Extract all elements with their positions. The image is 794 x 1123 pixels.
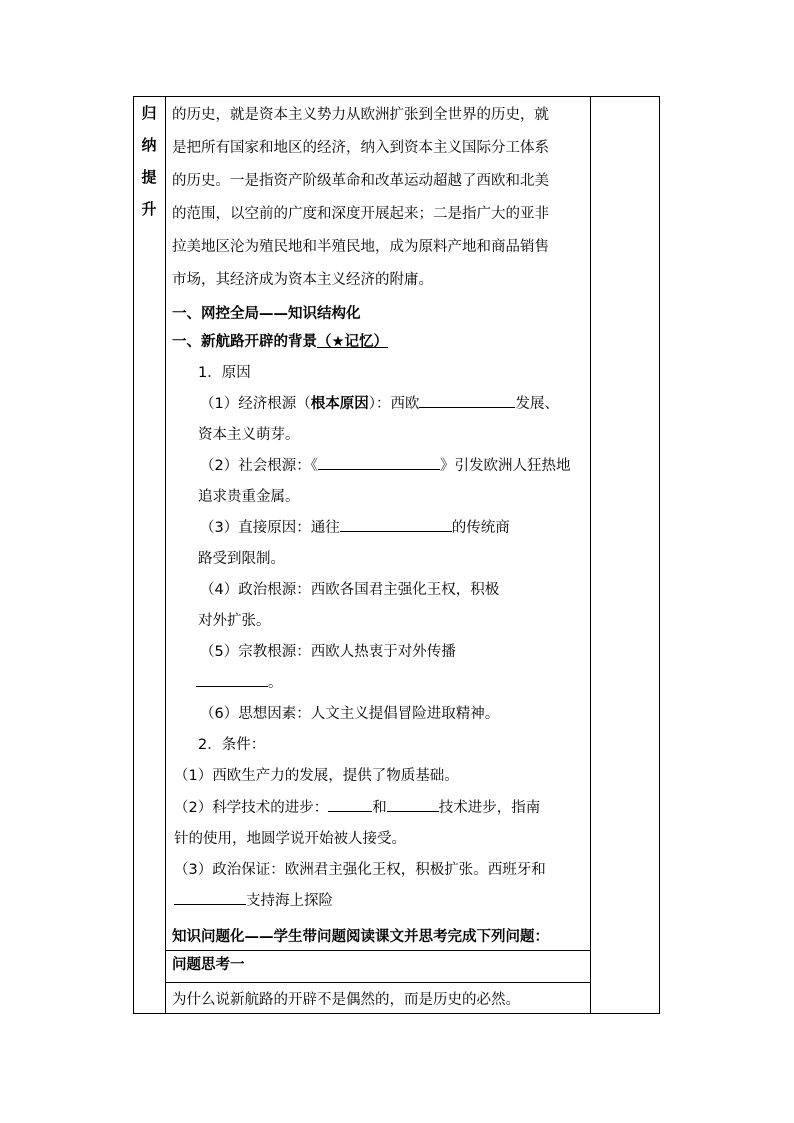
condition-2-text-a: （2）科学技术的进步： (174, 800, 329, 816)
intro-line-5: 拉美地区沦为殖民地和半殖民地，成为原料产地和商品销售 (172, 239, 549, 255)
column-divider-right (590, 96, 591, 1014)
question-divider-bottom (166, 982, 590, 983)
reason-5-line-2 (196, 671, 283, 692)
reason-3-line-2: 路受到限制。 (198, 551, 285, 567)
column-divider-left (165, 96, 166, 1014)
side-label-char-3: 提 (141, 168, 157, 186)
intro-line-4: 的范围，以空前的广度和深度开展起来；二是指广大的亚非 (172, 206, 549, 222)
intro-line-1: 的历史，就是资本主义势力从欧洲扩张到全世界的历史，就 (172, 107, 549, 123)
reason-2-line-1 (200, 454, 570, 475)
reason-1-root-cause: 根本原因 (310, 396, 369, 412)
condition-2-and: 和 (372, 800, 387, 816)
side-label-char-4: 升 (141, 200, 157, 218)
reason-2-line-2: 追求贵重金属。 (198, 489, 300, 505)
question-1: 为什么说新航路的开辟不是偶然的，而是历史的必然。 (172, 992, 520, 1008)
reason-5-period: 。 (268, 675, 283, 691)
reason-3-text-b: 的传统商 (451, 520, 510, 536)
reason-3-line-1 (200, 516, 510, 537)
fill-blank-5[interactable] (328, 797, 372, 812)
condition-2-line-2: 针的使用，地圆学说开始被人接受。 (174, 831, 406, 847)
reason-5-line-1: （5）宗教根源：西欧人热衷于对外传播 (200, 644, 456, 660)
heading-background-text: 一、新航路开辟的背景 (172, 334, 317, 350)
condition-3-line-2 (174, 889, 333, 910)
condition-3-line-1: （3）政治保证：欧洲君主强化王权，积极扩张。西班牙和 (174, 862, 546, 878)
reason-3-text-a: （3）直接原因：通往 (200, 520, 340, 536)
intro-line-3: 的历史。一是指资产阶级革命和改革运动超越了西欧和北美 (172, 173, 549, 189)
fill-blank-6[interactable] (387, 797, 439, 812)
reason-1-text-a: （1）经济根源（ (200, 396, 311, 412)
reason-6: （6）思想因素：人文主义提倡冒险进取精神。 (200, 706, 500, 722)
reason-1-text-d: 发展、 (515, 396, 559, 412)
reason-2-close-bracket: 》 (439, 458, 455, 474)
reason-2-text-a: （2）社会根源： (200, 458, 311, 474)
reason-2-text-d: 引发欧洲人狂热地 (454, 458, 571, 474)
reason-title: 1．原因 (198, 365, 251, 381)
reason-1-line-1 (200, 392, 559, 413)
fill-blank-3[interactable] (340, 517, 452, 532)
fill-blank-2[interactable] (318, 455, 440, 470)
fill-blank-4[interactable] (196, 672, 268, 687)
condition-2-text-c: 技术进步，指南 (438, 800, 541, 816)
intro-line-2: 是把所有国家和地区的经济，纳入到资本主义国际分工体系 (172, 140, 549, 156)
reason-4-line-1: （4）政治根源：西欧各国君主强化王权，积极 (200, 582, 500, 598)
condition-1: （1）西欧生产力的发展，提供了物质基础。 (174, 768, 459, 784)
heading-knowledge-structure: 一、网控全局——知识结构化 (172, 306, 361, 322)
question-heading: 知识问题化——学生带问题阅读课文并思考完成下列问题： (172, 929, 549, 945)
reason-4-line-2: 对外扩张。 (198, 613, 271, 629)
condition-3-text-b: 支持海上探险 (246, 893, 333, 909)
fill-blank-7[interactable] (174, 890, 246, 905)
fill-blank-1[interactable] (419, 393, 515, 408)
reason-1-text-c: ）：西欧 (368, 396, 420, 412)
condition-2-line-1 (174, 796, 540, 817)
side-label-char-2: 纳 (141, 136, 157, 154)
side-label-char-1: 归 (141, 104, 157, 122)
heading-memory-note: （★记忆） (317, 334, 388, 350)
reason-2-open-bracket: 《 (310, 458, 318, 474)
question-subheading: 问题思考一 (172, 957, 245, 973)
heading-background (172, 330, 388, 351)
question-divider-top (166, 950, 590, 951)
intro-line-6: 市场，其经济成为资本主义经济的附庸。 (172, 272, 433, 288)
condition-title: 2．条件： (198, 737, 266, 753)
reason-1-line-2: 资本主义萌芽。 (198, 427, 300, 443)
